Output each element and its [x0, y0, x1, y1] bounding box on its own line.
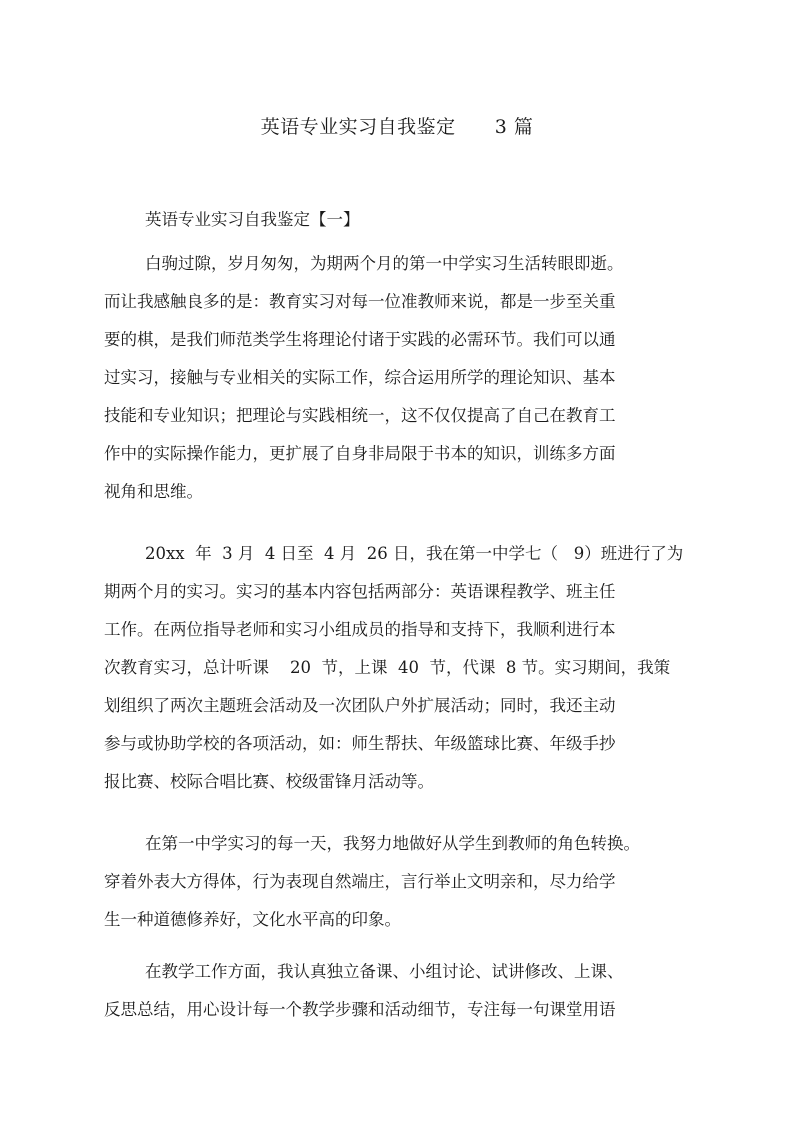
paragraph-1-line-4: 过实习，接触与专业相关的实际工作，综合运用所学的理论知识、基本 [104, 368, 616, 387]
paragraph-4-line-2: 反思总结，用心设计每一个教学步骤和活动细节，专注每一句课堂用语 [104, 1000, 616, 1019]
paragraph-1-line-7: 视角和思维。 [104, 482, 203, 501]
paragraph-2-line-3: 工作。在两位指导老师和实习小组成员的指导和支持下，我顺利进行本 [104, 620, 616, 639]
paragraph-2-line-2: 期两个月的实习。实习的基本内容包括两部分：英语课程教学、班主任 [104, 582, 616, 601]
paragraph-2-line-1: 20xx 年 3 月 4 日至 4 月 26 日，我在第一中学七（ 9）班进行了为 [145, 544, 684, 563]
section-heading: 英语专业实习自我鉴定【一】 [145, 210, 360, 229]
paragraph-3-line-2: 穿着外表大方得体，行为表现自然端庄，言行举止文明亲和，尽力给学 [104, 872, 616, 891]
paragraph-1-line-2: 而让我感触良多的是：教育实习对每一位准教师来说，都是一步至关重 [104, 292, 616, 311]
paragraph-1-line-5: 技能和专业知识；把理论与实践相统一，这不仅仅提高了自己在教育工 [104, 406, 616, 425]
document-title: 英语专业实习自我鉴定 3 篇 [260, 116, 534, 138]
paragraph-3-line-1: 在第一中学实习的每一天，我努力地做好从学生到教师的角色转换。 [145, 834, 640, 853]
paragraph-3-line-3: 生一种道德修养好，文化水平高的印象。 [104, 910, 401, 929]
paragraph-1-line-3: 要的棋，是我们师范类学生将理论付诸于实践的必需环节。我们可以通 [104, 330, 616, 349]
paragraph-1-line-1: 白驹过隙，岁月匆匆，为期两个月的第一中学实习生活转眼即逝。 [145, 254, 624, 273]
paragraph-2-line-5: 划组织了两次主题班会活动及一次团队户外扩展活动；同时，我还主动 [104, 696, 616, 715]
paragraph-1-line-6: 作中的实际操作能力，更扩展了自身非局限于书本的知识，训练多方面 [104, 444, 616, 463]
paragraph-2-line-4: 次教育实习，总计听课 20 节，上课 40 节，代课 8 节。实习期间，我策 [104, 658, 671, 677]
paragraph-2-line-6: 参与或协助学校的各项活动，如：师生帮扶、年级篮球比赛、年级手抄 [104, 734, 616, 753]
paragraph-4-line-1: 在教学工作方面，我认真独立备课、小组讨论、试讲修改、上课、 [145, 962, 624, 981]
paragraph-2-line-7: 报比赛、校际合唱比赛、校级雷锋月活动等。 [104, 772, 434, 791]
